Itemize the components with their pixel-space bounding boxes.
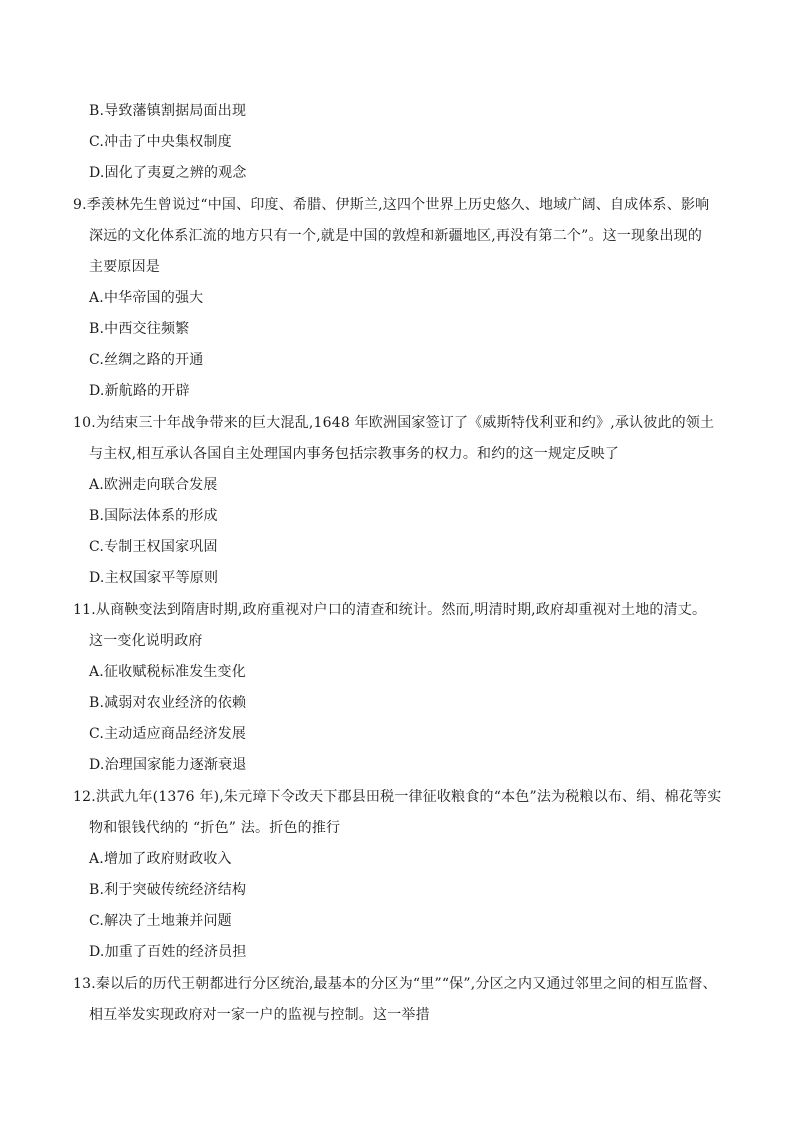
q9-stem-line-2: 深远的文化体系汇流的地方只有一个,就是中国的敦煌和新疆地区,再没有第二个”。这一现象出现的	[89, 228, 703, 244]
q9-option-b: B.中西交往频繁	[89, 321, 190, 337]
q13-stem-line-2: 相互举发实现政府对一家一户的监视与控制。这一举措	[89, 1007, 430, 1023]
q8-option-c: C.冲击了中央集权制度	[89, 134, 232, 150]
q12-option-c: C.解决了土地兼并问题	[89, 913, 232, 929]
q9-option-a: A.中华帝国的强大	[89, 290, 204, 306]
q12-option-a: A.增加了政府财政收入	[89, 851, 232, 867]
q12-option-d: D.加重了百姓的经济员担	[89, 944, 247, 960]
q10-stem-line-2: 与主权,相互承认各国自主处理国内事务包括宗教事务的权力。和约的这一规定反映了	[89, 446, 620, 462]
q11-option-b: B.减弱对农业经济的依赖	[89, 695, 247, 711]
q11-option-a: A.征收赋税标准发生变化	[89, 664, 246, 680]
q12-stem-line-2: 物和银钱代纳的 “折色” 法。折色的推行	[89, 820, 341, 836]
q10-option-d: D.主权国家平等原则	[89, 570, 219, 586]
q10-option-b: B.国际法体系的形成	[89, 508, 218, 524]
q11-stem-line-2: 这一变化说明政府	[89, 633, 203, 649]
q9-stem-line-3: 主要原因是	[89, 259, 160, 275]
q9-option-d: D.新航路的开辟	[89, 383, 190, 399]
q13-stem-line-1: 13.秦以后的历代王朝都进行分区统治,最基本的分区为“里”“保”,分区之内又通过邻里之间的相互监督、	[73, 976, 717, 992]
q10-stem-line-1: 10.为结束三十年战争带来的巨大混乱,1648 年欧洲国家签订了《威斯特伐利亚和约》,承认彼此的领土	[73, 415, 715, 431]
q12-option-b: B.利于突破传统经济结构	[89, 882, 247, 898]
q10-option-a: A.欧洲走向联合发展	[89, 477, 218, 493]
q12-stem-line-1: 12.洪武九年(1376 年),朱元璋下令改天下郡县田税一律征收粮食的“本色”法为税粮以布、绢、棉花等实	[73, 789, 722, 805]
q11-stem-line-1: 11.从商鞅变法到隋唐时期,政府重视对户口的清查和统计。然而,明清时期,政府却重视对土地的清丈。	[73, 602, 707, 618]
q8-option-d: D.固化了夷夏之辨的观念	[89, 165, 247, 181]
q8-option-b: B.导致藩镇割据局面出现	[89, 103, 247, 119]
q11-option-c: C.主动适应商品经济发展	[89, 726, 247, 742]
q11-option-d: D.治理国家能力逐渐衰退	[89, 757, 247, 773]
q9-stem-line-1: 9.季羡林先生曾说过“中国、印度、希腊、伊斯兰,这四个世界上历史悠久、地域广阔、自成体系、影响	[73, 197, 710, 213]
q9-option-c: C.丝绸之路的开通	[89, 352, 204, 368]
q10-option-c: C.专制王权国家巩固	[89, 539, 218, 555]
